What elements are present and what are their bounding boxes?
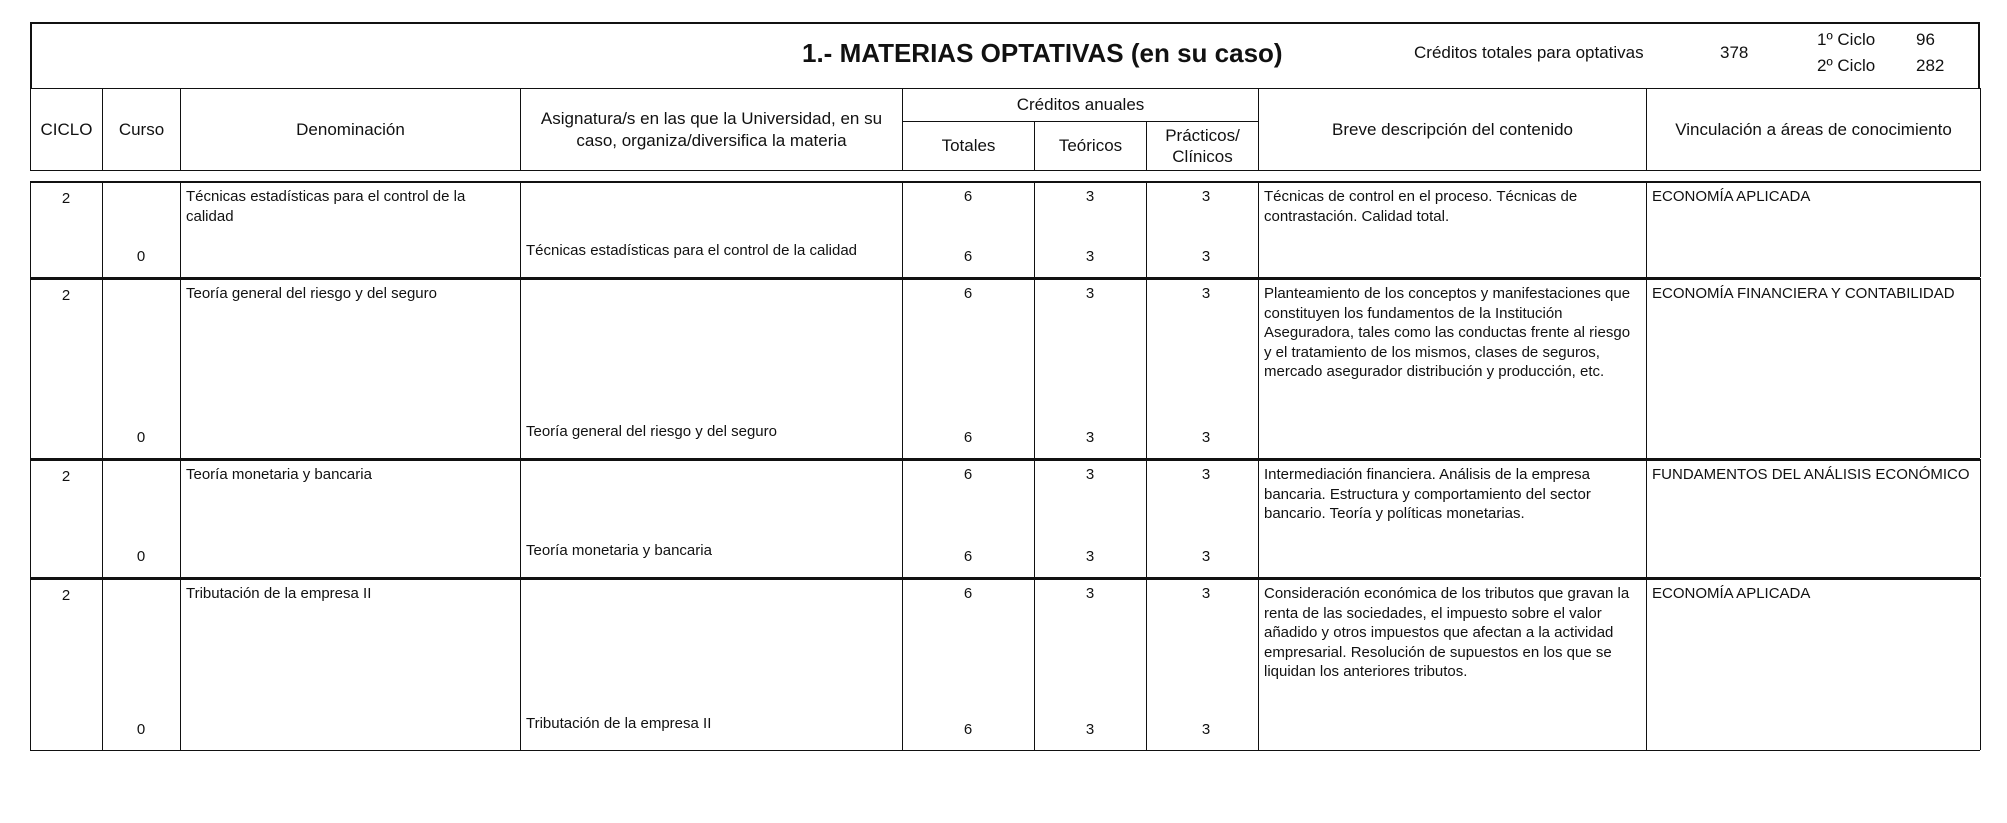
column-line: [30, 181, 31, 277]
practicos-value: 3: [1201, 466, 1211, 483]
cycle-2-label: 2º Ciclo: [1817, 56, 1876, 75]
column-line: [180, 578, 181, 750]
column-line: [30, 278, 31, 458]
ciclo-value: 2: [61, 468, 71, 485]
curso-value: 0: [136, 248, 146, 265]
column-line: [180, 181, 181, 277]
asignatura-value: Teoría monetaria y bancaria: [526, 542, 712, 559]
row-divider: [30, 278, 1980, 280]
column-line: [1034, 278, 1035, 458]
denominacion-value: Tributación de la empresa II: [186, 585, 372, 602]
column-line: [520, 278, 521, 458]
vinculacion-value: ECONOMÍA FINANCIERA Y CONTABILIDAD: [1652, 285, 1955, 302]
optional-subjects-sheet: [30, 22, 1980, 751]
cycle-1-label: 1º Ciclo: [1817, 30, 1876, 49]
practicos-value: 3: [1201, 285, 1211, 302]
column-line: [1646, 181, 1647, 277]
sub-totales-value: 6: [963, 429, 973, 446]
col-asignatura: Asignatura/s en las que la Universidad, en su caso, organiza/diversifica la materia: [521, 89, 903, 171]
column-line: [1258, 278, 1259, 458]
descripcion-value: Técnicas de control en el proceso. Técnicas de contrastación. Calidad total.: [1264, 188, 1578, 225]
totales-value: 6: [963, 285, 973, 302]
column-line: [1146, 459, 1147, 577]
table-row: [30, 278, 1980, 459]
column-line: [1146, 278, 1147, 458]
teoricos-value: 3: [1085, 285, 1095, 302]
curso-value: 0: [136, 721, 146, 738]
sub-teoricos-value: 3: [1085, 721, 1095, 738]
cycle-1-value: 96: [1916, 30, 1935, 49]
column-line: [1146, 578, 1147, 750]
descripcion-value: Planteamiento de los conceptos y manifestaciones que constituyen los fundamentos de la Institución Aseguradora, tales como las conductas frente al riesgo y el tratamiento de los mismos, clases de seguros, mercado asegurador distribución y producción, etc.: [1264, 285, 1631, 380]
teoricos-value: 3: [1085, 585, 1095, 602]
sub-totales-value: 6: [963, 248, 973, 265]
vinculacion-value: FUNDAMENTOS DEL ANÁLISIS ECONÓMICO: [1652, 466, 1970, 483]
vinculacion-value: ECONOMÍA APLICADA: [1652, 585, 1811, 602]
col-teoricos: Teóricos: [1035, 122, 1147, 171]
column-line: [902, 578, 903, 750]
column-line: [902, 459, 903, 577]
column-line: [1258, 181, 1259, 277]
teoricos-value: 3: [1085, 188, 1095, 205]
sub-practicos-value: 3: [1201, 248, 1211, 265]
vinculacion-value: ECONOMÍA APLICADA: [1652, 188, 1811, 205]
descripcion-value: Consideración económica de los tributos que gravan la renta de las sociedades, el impuesto sobre el valor añadido y otros impuestos que afectan a la actividad empresarial. Resolución de supuestos en los que se liquidan los anteriores tributos.: [1264, 585, 1630, 680]
asignatura-value: Teoría general del riesgo y del seguro: [526, 423, 777, 440]
column-line: [1258, 578, 1259, 750]
column-line: [1258, 459, 1259, 577]
credits-label: Créditos totales para optativas: [1414, 43, 1644, 62]
column-line: [1034, 181, 1035, 277]
col-vinculacion: Vinculación a áreas de conocimiento: [1647, 89, 1981, 171]
column-line: [1980, 578, 1981, 750]
sub-teoricos-value: 3: [1085, 429, 1095, 446]
column-line: [902, 278, 903, 458]
col-totales: Totales: [903, 122, 1035, 171]
totales-value: 6: [963, 585, 973, 602]
table-row: [30, 181, 1980, 278]
sub-teoricos-value: 3: [1085, 248, 1095, 265]
curso-value: 0: [136, 548, 146, 565]
asignatura-value: Tributación de la empresa II: [526, 715, 712, 732]
column-line: [1034, 578, 1035, 750]
col-curso: Curso: [103, 89, 181, 171]
sub-teoricos-value: 3: [1085, 548, 1095, 565]
column-line: [1980, 459, 1981, 577]
practicos-value: 3: [1201, 585, 1211, 602]
practicos-value: 3: [1201, 188, 1211, 205]
curso-value: 0: [136, 429, 146, 446]
column-line: [1646, 578, 1647, 750]
teoricos-value: 3: [1085, 466, 1095, 483]
column-line: [102, 181, 103, 277]
credits-total: 378: [1720, 43, 1749, 62]
page-title: 1.- MATERIAS OPTATIVAS (en su caso): [802, 38, 1283, 68]
asignatura-value: Técnicas estadísticas para el control de la calidad: [526, 242, 858, 259]
row-divider: [30, 578, 1980, 580]
denominacion-value: Teoría general del riesgo y del seguro: [186, 285, 437, 302]
column-line: [520, 459, 521, 577]
column-line: [102, 278, 103, 458]
sub-totales-value: 6: [963, 548, 973, 565]
descripcion-value: Intermediación financiera. Análisis de la empresa bancaria. Estructura y comportamiento del sector bancario. Teoría y políticas monetarias.: [1264, 466, 1591, 522]
column-header-table: [30, 88, 1981, 171]
table-row: [30, 459, 1980, 578]
column-line: [1146, 181, 1147, 277]
sub-totales-value: 6: [963, 721, 973, 738]
column-line: [520, 181, 521, 277]
sub-practicos-value: 3: [1201, 429, 1211, 446]
column-line: [1980, 181, 1981, 277]
column-line: [1980, 278, 1981, 458]
subjects-list: [30, 181, 1980, 751]
col-denominacion: Denominación: [181, 89, 521, 171]
col-creditos-anuales: Créditos anuales: [903, 89, 1259, 122]
ciclo-value: 2: [61, 587, 71, 604]
totales-value: 6: [963, 188, 973, 205]
column-line: [30, 459, 31, 577]
denominacion-value: Técnicas estadísticas para el control de la calidad: [186, 188, 466, 225]
col-descripcion: Breve descripción del contenido: [1259, 89, 1647, 171]
title-bar: [30, 22, 1980, 88]
column-line: [180, 459, 181, 577]
column-line: [102, 578, 103, 750]
column-line: [102, 459, 103, 577]
totales-value: 6: [963, 466, 973, 483]
sub-practicos-value: 3: [1201, 721, 1211, 738]
column-line: [180, 278, 181, 458]
column-line: [1646, 278, 1647, 458]
row-divider: [30, 459, 1980, 461]
ciclo-value: 2: [61, 190, 71, 207]
table-row: [30, 578, 1980, 751]
column-line: [1646, 459, 1647, 577]
cycle-2-value: 282: [1916, 56, 1945, 75]
ciclo-value: 2: [61, 287, 71, 304]
col-ciclo: CICLO: [31, 89, 103, 171]
column-line: [30, 578, 31, 750]
denominacion-value: Teoría monetaria y bancaria: [186, 466, 372, 483]
column-line: [902, 181, 903, 277]
col-practicos: Prácticos/ Clínicos: [1147, 122, 1259, 171]
column-line: [520, 578, 521, 750]
sub-practicos-value: 3: [1201, 548, 1211, 565]
row-divider: [30, 181, 1980, 183]
column-line: [1034, 459, 1035, 577]
